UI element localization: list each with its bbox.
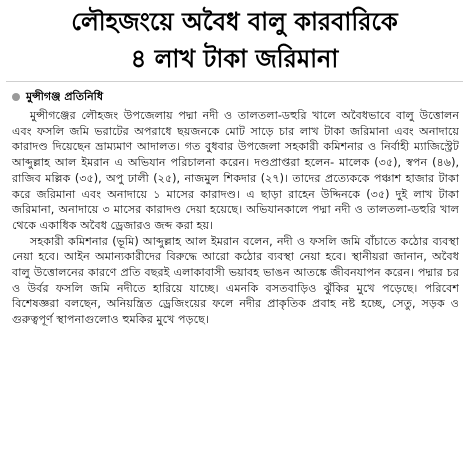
article-paragraph-2: সহকারী কমিশনার (ভূমি) আব্দুল্লাহ আল ইমরান বলেন, নদী ও ফসলি জমি বাঁচাতে কঠোর ব্যবস্থা নেয়া হবে। আইন অমান্যকারীদের বিরুদ্ধে আরো কঠোর ব্যবস্থা নেয়া হবে। স্থানীয়রা জানান, অবৈধ বালু উত্তোলনের কারণে প্রতি বছরই এলাকাবাসী ভয়াবহ ভাঙন আতঙ্কে জীবনযাপন করেন। পদ্মার চর ও উর্বর ফসলি জমি নদীতে হারিয়ে যাচ্ছে। এমনকি বসতবাড়িও ঝুঁকির মুখে পড়েছে। পরিবেশ বিশেষজ্ঞরা বলছেন, অনিয়ন্ত্রিত ড্রেজিংয়ের ফলে নদীর প্রাকৃতিক প্রবাহ নষ্ট হচ্ছে, সেতু, সড়ক ও গুরুত্বপূর্ণ স্থাপনাগুলোও হুমকির মুখে পড়ছে। — [12, 234, 459, 327]
headline — [0, 0, 469, 77]
byline — [12, 90, 469, 104]
headline-line-2: ৪ লাখ টাকা জরিমানা — [130, 44, 339, 73]
bullet-icon — [12, 93, 20, 101]
headline-divider — [6, 81, 463, 82]
byline-text: মুন্সীগঞ্জ প্রতিনিধি — [26, 90, 103, 103]
article-body — [12, 108, 459, 328]
article-paragraph-1: মুন্সীগঞ্জের লৌহজং উপজেলায় পদ্মা নদী ও তালতলা-ডহুরি খালে অবৈধভাবে বালু উত্তোলন এবং ফসলি জমি ভরাটের অপরাধে ছয়জনকে মোট সাড়ে চার লাখ টাকা জরিমানা এবং অনাদায়ে কারাদণ্ড দিয়েছেন ভ্রাম্যমাণ আদালত। গত বুধবার উপজেলা সহকারী কমিশনার ও নির্বাহী ম্যাজিস্ট্রেট আব্দুল্লাহ আল ইমরান এ অভিযান পরিচালনা করেন। দণ্ডপ্রাপ্তরা হলেন- মালেক (৩৫), স্বপন (৪৬), রাজিব মল্লিক (৩৫), অপু ঢালী (২৫), নাজমুল শিকদার (২৭)। তাদের প্রত্যেককে পঞ্চাশ হাজার টাকা করে জরিমানা এবং অনাদায়ে ১ মাসের কারাদণ্ড। এ ছাড়া রাহেন উদ্দিনকে (৩৫) দুই লাখ টাকা জরিমানা, অনাদায়ে ৩ মাসের কারাদণ্ড দেয়া হয়েছে। অভিযানকালে পদ্মা নদী ও তালতলা-ডহুরি খাল থেকে একাধিক অবৈধ ড্রেজারও জব্দ করা হয়। — [12, 109, 459, 232]
headline-line-1: লৌহজংয়ে অবৈধ বালু কারবারিকে — [71, 7, 398, 36]
